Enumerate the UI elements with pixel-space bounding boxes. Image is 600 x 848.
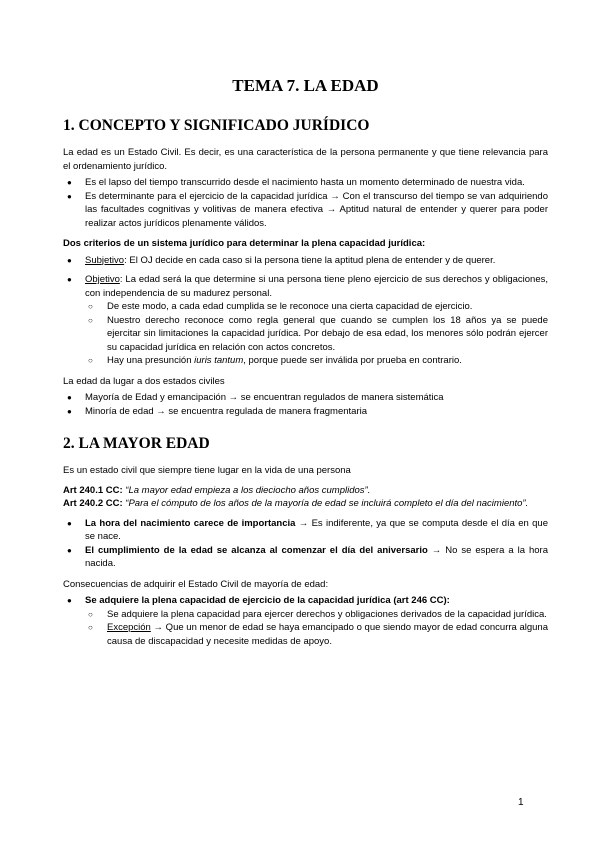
list-item [85,354,548,368]
article-240-2 [63,497,548,511]
objetivo-text: : La edad será la que determine si una persona tiene pleno ejercicio de sus derechos y obligaciones, con independencia de su madurez personal. [85,274,548,299]
consecuencias-list [63,594,548,608]
article-240-1-label: Art 240.1 CC: [63,484,123,496]
list-item: ● Es el lapso del tiempo transcurrido desde el nacimiento hasta un momento determinado de nuestra vida. [63,176,548,190]
criteria-heading: Dos criterios de un sistema jurídico para determinar la plena capacidad jurídica: [63,238,426,249]
document-title: TEMA 7. LA EDAD [232,76,379,95]
objetivo-label: Objetivo [85,274,120,285]
subjetivo-text: : El OJ decide en cada caso si la persona tiene la aptitud plena de entender y de querer. [124,254,496,266]
article-240-2-label: Art 240.2 CC: [63,498,123,509]
criteria-list [63,254,548,301]
bullet-1-bold: La hora del nacimiento carece de importancia [85,517,296,529]
presuncion-text-a: Hay una presunción [107,355,195,366]
article-240-1 [63,484,548,498]
criteria-subjetivo [63,254,548,268]
list-item: ● Mayoría de Edad y emancipación → se encuentran regulados de manera sistemática [63,391,548,405]
list-item: ● Es determinante para el ejercicio de la capacidad jurídica → Con el transcurso del tiempo se van adquiriendo las facultades cognitivas y volitivas de manera efectiva → Aptitud natural de entender y querer para poder realizar actos jurídicos plenamente válidos. [63,190,548,231]
article-240-1-text: “La mayor edad empieza a los dieciocho años cumplidos”. [122,484,371,496]
subjetivo-label: Subjetivo [85,254,125,266]
bullet-2-bold: El cumplimiento de la edad se alcanza al comenzar el día del aniversario [85,544,428,556]
section-1-intro: La edad es un Estado Civil. Es decir, es una característica de la persona permanente y que tiene relevancia para el ordenamiento jurídico. [63,147,548,172]
presuncion-text-c: , porque puede ser inválida por prueba en contrario. [243,355,462,366]
page-number: 1 [518,797,524,808]
consecuencias-intro: Consecuencias de adquirir el Estado Civil de mayoría de edad: [63,578,329,590]
section-2-intro: Es un estado civil que siempre tiene lugar en la vida de una persona [63,465,351,476]
section-1-heading: 1. CONCEPTO Y SIGNIFICADO JURÍDICO [63,117,370,134]
bullet-1-text: → Es indiferente, ya que se computa desde el día en que se nace. [85,517,548,542]
estados-list [63,391,548,418]
list-item [63,517,548,544]
list-item: ○ De este modo, a cada edad cumplida se le reconoce una cierta capacidad de ejercicio. [85,300,548,314]
section-2-bullets [63,517,548,571]
article-240-2-text: “Para el cómputo de los años de la mayoría de edad se incluirá completo el día del nacimiento”. [122,498,529,509]
list-item: ○ Nuestro derecho reconoce como regla general que cuando se cumplen los 18 años ya se puede ejercitar sin limitaciones la capacidad jurídica. Por debajo de esa edad, los menores sólo podrán ejercer su capacidad jurídica en relación con actos concretos. [85,314,548,355]
excepcion-label: Excepción [107,622,151,633]
presuncion-italic: iuris tantum [194,355,244,366]
page-content [63,76,548,648]
list-item [85,621,548,648]
list-item [63,544,548,571]
section-1-bullets [63,176,548,230]
estados-intro: La edad da lugar a dos estados civiles [63,375,225,387]
section-2-heading: 2. LA MAYOR EDAD [63,435,210,452]
bullet-2-text: → No se espera a la hora nacida. [85,544,548,569]
objetivo-sublist [63,300,548,368]
excepcion-text: → Que un menor de edad se haya emancipado o que siendo mayor de edad concurra alguna causa de discapacidad y necesite medidas de apoyo. [107,622,548,647]
list-item: ● Se adquiere la plena capacidad de ejercicio de la capacidad jurídica (art 246 CC): [63,594,548,608]
criteria-objetivo [63,273,548,300]
consecuencias-sublist [63,608,548,649]
list-item: ○ Se adquiere la plena capacidad para ejercer derechos y obligaciones derivados de la capacidad jurídica. [85,608,548,622]
list-item: ● Minoría de edad → se encuentra regulada de manera fragmentaria [63,405,548,419]
